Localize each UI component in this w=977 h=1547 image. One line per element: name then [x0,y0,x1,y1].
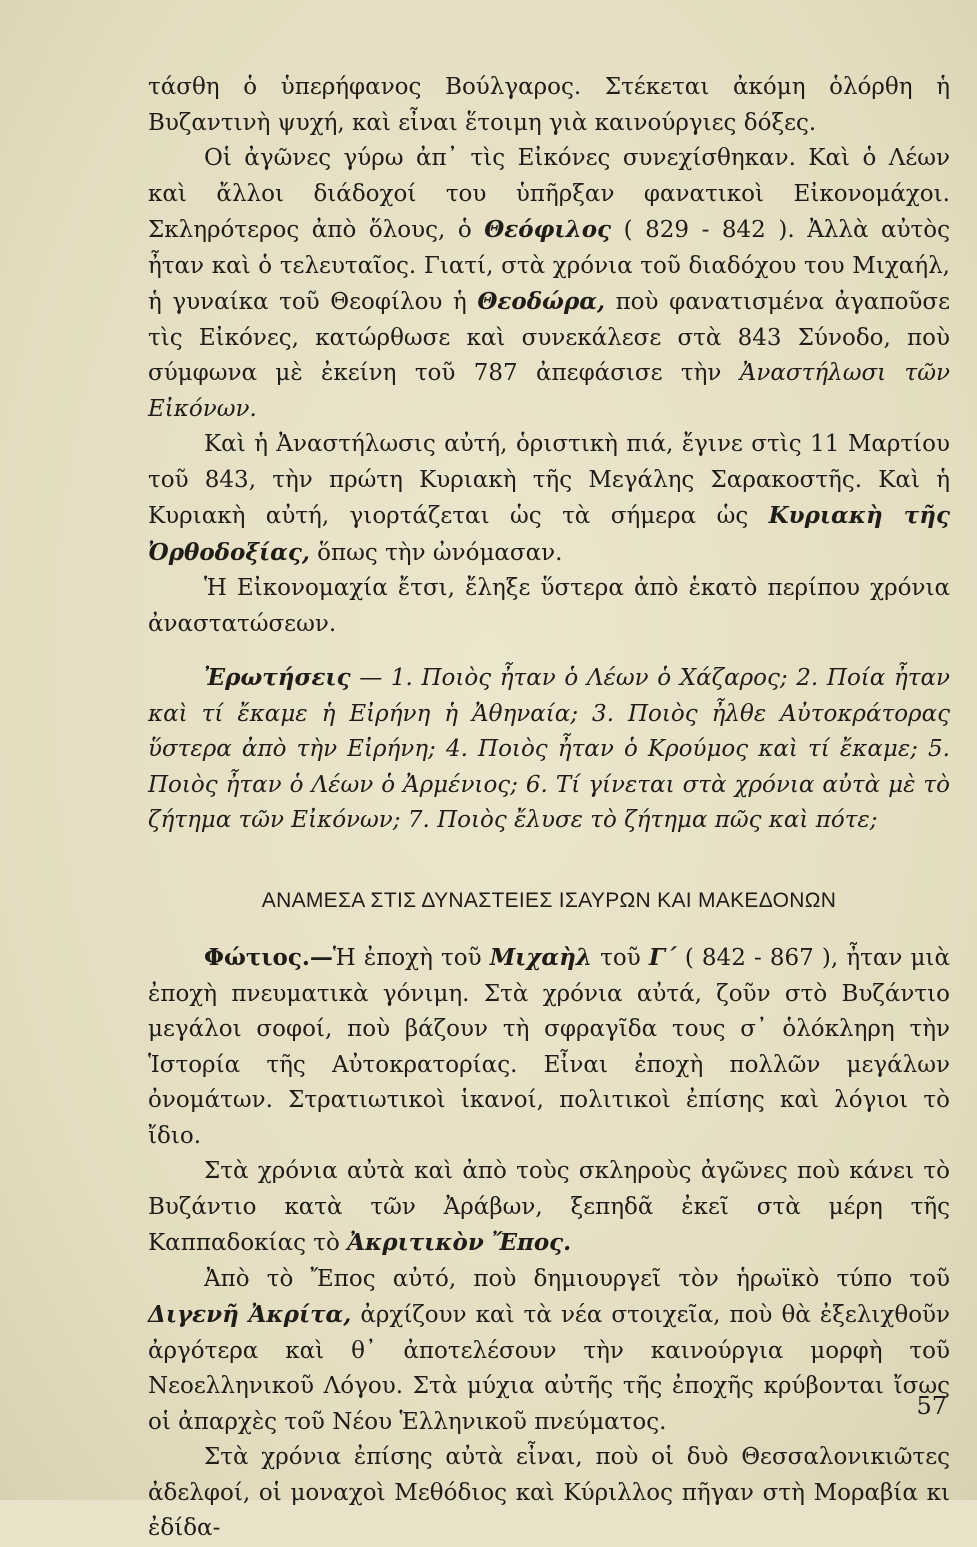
name-theophilos: Θεόφιλος [484,216,612,243]
paragraph-8: Στὰ χρόνια ἐπίσης αὐτὰ εἶναι, ποὺ οἱ δυὸ Θεσσαλονικιῶτες ἀδελφοί, οἱ μοναχοὶ Μεθόδιος καὶ Κύριλλος πῆγαν στὴ Μοραβία κι ἐδίδα- [148,1444,950,1541]
paragraph-7 [148,1262,950,1441]
p3-text-a: Καὶ ἡ Ἀναστήλωσις αὐτή, ὁριστικὴ πιά, ἔγινε στὶς 11 Μαρτίου τοῦ 843, τὴν πρώτη Κυριακὴ τῆς Μεγάλης Σαρακοστῆς. Καὶ ἡ Κυριακὴ αὐτή, γιορτάζεται ὡς τὰ σήμερα ὡς [148,431,950,529]
paragraph-2 [148,141,950,427]
questions-text: — 1. Ποιὸς ἦταν ὁ Λέων ὁ Χάζαρος; 2. Ποία ἦταν καὶ τί ἔκαμε ἡ Εἰρήνη ἡ Ἀθηναία; 3. Ποιὸς ἦλθε Αὐτοκράτορας ὕστερα ἀπὸ τὴν Εἰρήνη; 4. Ποιὸς ἦταν ὁ Κρούμος καὶ τί ἔκαμε; 5. Ποιὸς ἦταν ὁ Λέων ὁ Ἀρμένιος; 6. Τί γίνεται στὰ χρόνια αὐτὰ μὲ τὸ ζήτημα τῶν Εἰκόνων; 7. Ποιὸς ἔλυσε τὸ ζήτημα πῶς καὶ πότε; [148,665,950,833]
lead-photios: Φώτιος.— [204,944,333,971]
paragraph-1: τάσθη ὁ ὑπερήφανος Βούλγαρος. Στέκεται ἀκόμη ὁλόρθη ἡ Βυζαντινὴ ψυχή, καὶ εἶναι ἕτοιμη γιὰ καινούργιες δόξες. [148,74,950,136]
name-theodora: Θεοδώρα, [477,288,605,315]
paragraph-5 [148,940,950,1154]
paragraph-6 [148,1154,950,1262]
term-akritikon-epos: Ἀκριτικὸν Ἔπος. [347,1229,572,1256]
p2-text-c: ποὺ φανατισμένα ἀγαποῦσε τὶς Εἰκόνες, κατώρθωσε καὶ συνεκάλεσε στὰ 843 Σύνοδο, ποὺ σύμφωνα μὲ ἐκείνη τοῦ 787 ἀπεφάσισε τὴν [148,289,951,386]
p3-text-b: ὅπως τὴν ὠνόμασαν. [317,539,563,566]
name-michael: Μιχαὴλ [489,944,592,971]
term-sunday-of-orthodoxy: Κυριακὴ τῆς Ὀρθοδοξίας, [148,502,950,566]
section-heading: ΑΝΑΜΕΣΑ ΣΤΙΣ ΔΥΝΑΣΤΕΙΕΣ ΙΣΑΥΡΩΝ ΚΑΙ ΜΑΚΕΔΟΝΩΝ [261,888,837,912]
p5-text-a: Ἡ ἐποχὴ τοῦ [332,945,482,971]
p2-text-a: Οἱ ἀγῶνες γύρω ἀπ᾿ τὶς Εἰκόνες συνεχίσθηκαν. Καὶ ὁ Λέων καὶ ἄλλοι διάδοχοί του ὑπῆρξαν φανατικοὶ Εἰκονομάχοι. Σκληρότερος ἀπὸ ὅλους, ὁ [148,145,950,243]
p5-text-b: τοῦ [600,945,641,971]
p7-text-b: ἀρχίζουν καὶ τὰ νέα στοιχεῖα, ποὺ θὰ ἐξελιχθοῦν ἀργότερα καὶ θ᾿ ἀποτελέσουν τὴν καινούργια μορφὴ τοῦ Νεοελληνικοῦ Λόγου. Στὰ μύχια αὐτῆς τῆς ἐποχῆς κρύβονται ἴσως οἱ ἀπαρχὲς τοῦ Νέου Ἑλληνικοῦ πνεύματος. [148,1302,951,1435]
questions-label: Ἐρωτήσεις [204,664,351,691]
numeral-gamma: Γ΄ [648,944,677,971]
body-text [148,70,950,1547]
p5-text-c: ( 842 - 867 ), ἦταν μιὰ ἐποχὴ πνευματικὰ γόνιμη. Στὰ χρόνια αὐτά, ζοῦν στὸ Βυζάντιο μεγάλοι σοφοί, ποὺ βάζουν τὴ σφραγῖδα τους σ᾿ ὁλόκληρη τὴν Ἱστορία τῆς Αὐτοκρατορίας. Εἶναι ἐποχὴ πολλῶν μεγάλων ὀνομάτων. Στρατιωτικοὶ ἱκανοί, πολιτικοὶ ἐπίσης καὶ λόγιοι τὸ ἴδιο. [148,945,950,1149]
paragraph-4: Ἡ Εἰκονομαχία ἔτσι, ἔληξε ὕστερα ἀπὸ ἑκατὸ περίπου χρόνια ἀναστατώσεων. [148,575,950,637]
questions-block [148,660,950,839]
p6-text-a: Στὰ χρόνια αὐτὰ καὶ ἀπὸ τοὺς σκληροὺς ἀγῶνες ποὺ κάνει τὸ Βυζάντιο κατὰ τῶν Ἀράβων, ξεπηδᾶ ἐκεῖ στὰ μέρη τῆς Καππαδοκίας τὸ [148,1158,950,1256]
p7-text-a: Ἀπὸ τὸ Ἔπος αὐτό, ποὺ δημιουργεῖ τὸν ἡρωϊκὸ τύπο τοῦ [204,1265,950,1292]
paragraph-3 [148,427,950,571]
term-anastilosi: Ἀναστήλωσι τῶν Εἰκόνων. [148,360,951,422]
p2-text-b: ( 829 - 842 ). Ἀλλὰ αὐτὸς ἦταν καὶ ὁ τελευταῖος. Γιατί, στὰ χρόνια τοῦ διαδόχου του Μιχαήλ, ἡ γυναίκα τοῦ Θεοφίλου ἡ [148,217,951,315]
name-digenis-akritas: Διγενῆ Ἀκρίτα, [148,1301,352,1328]
page-number: 57 [916,1392,947,1420]
